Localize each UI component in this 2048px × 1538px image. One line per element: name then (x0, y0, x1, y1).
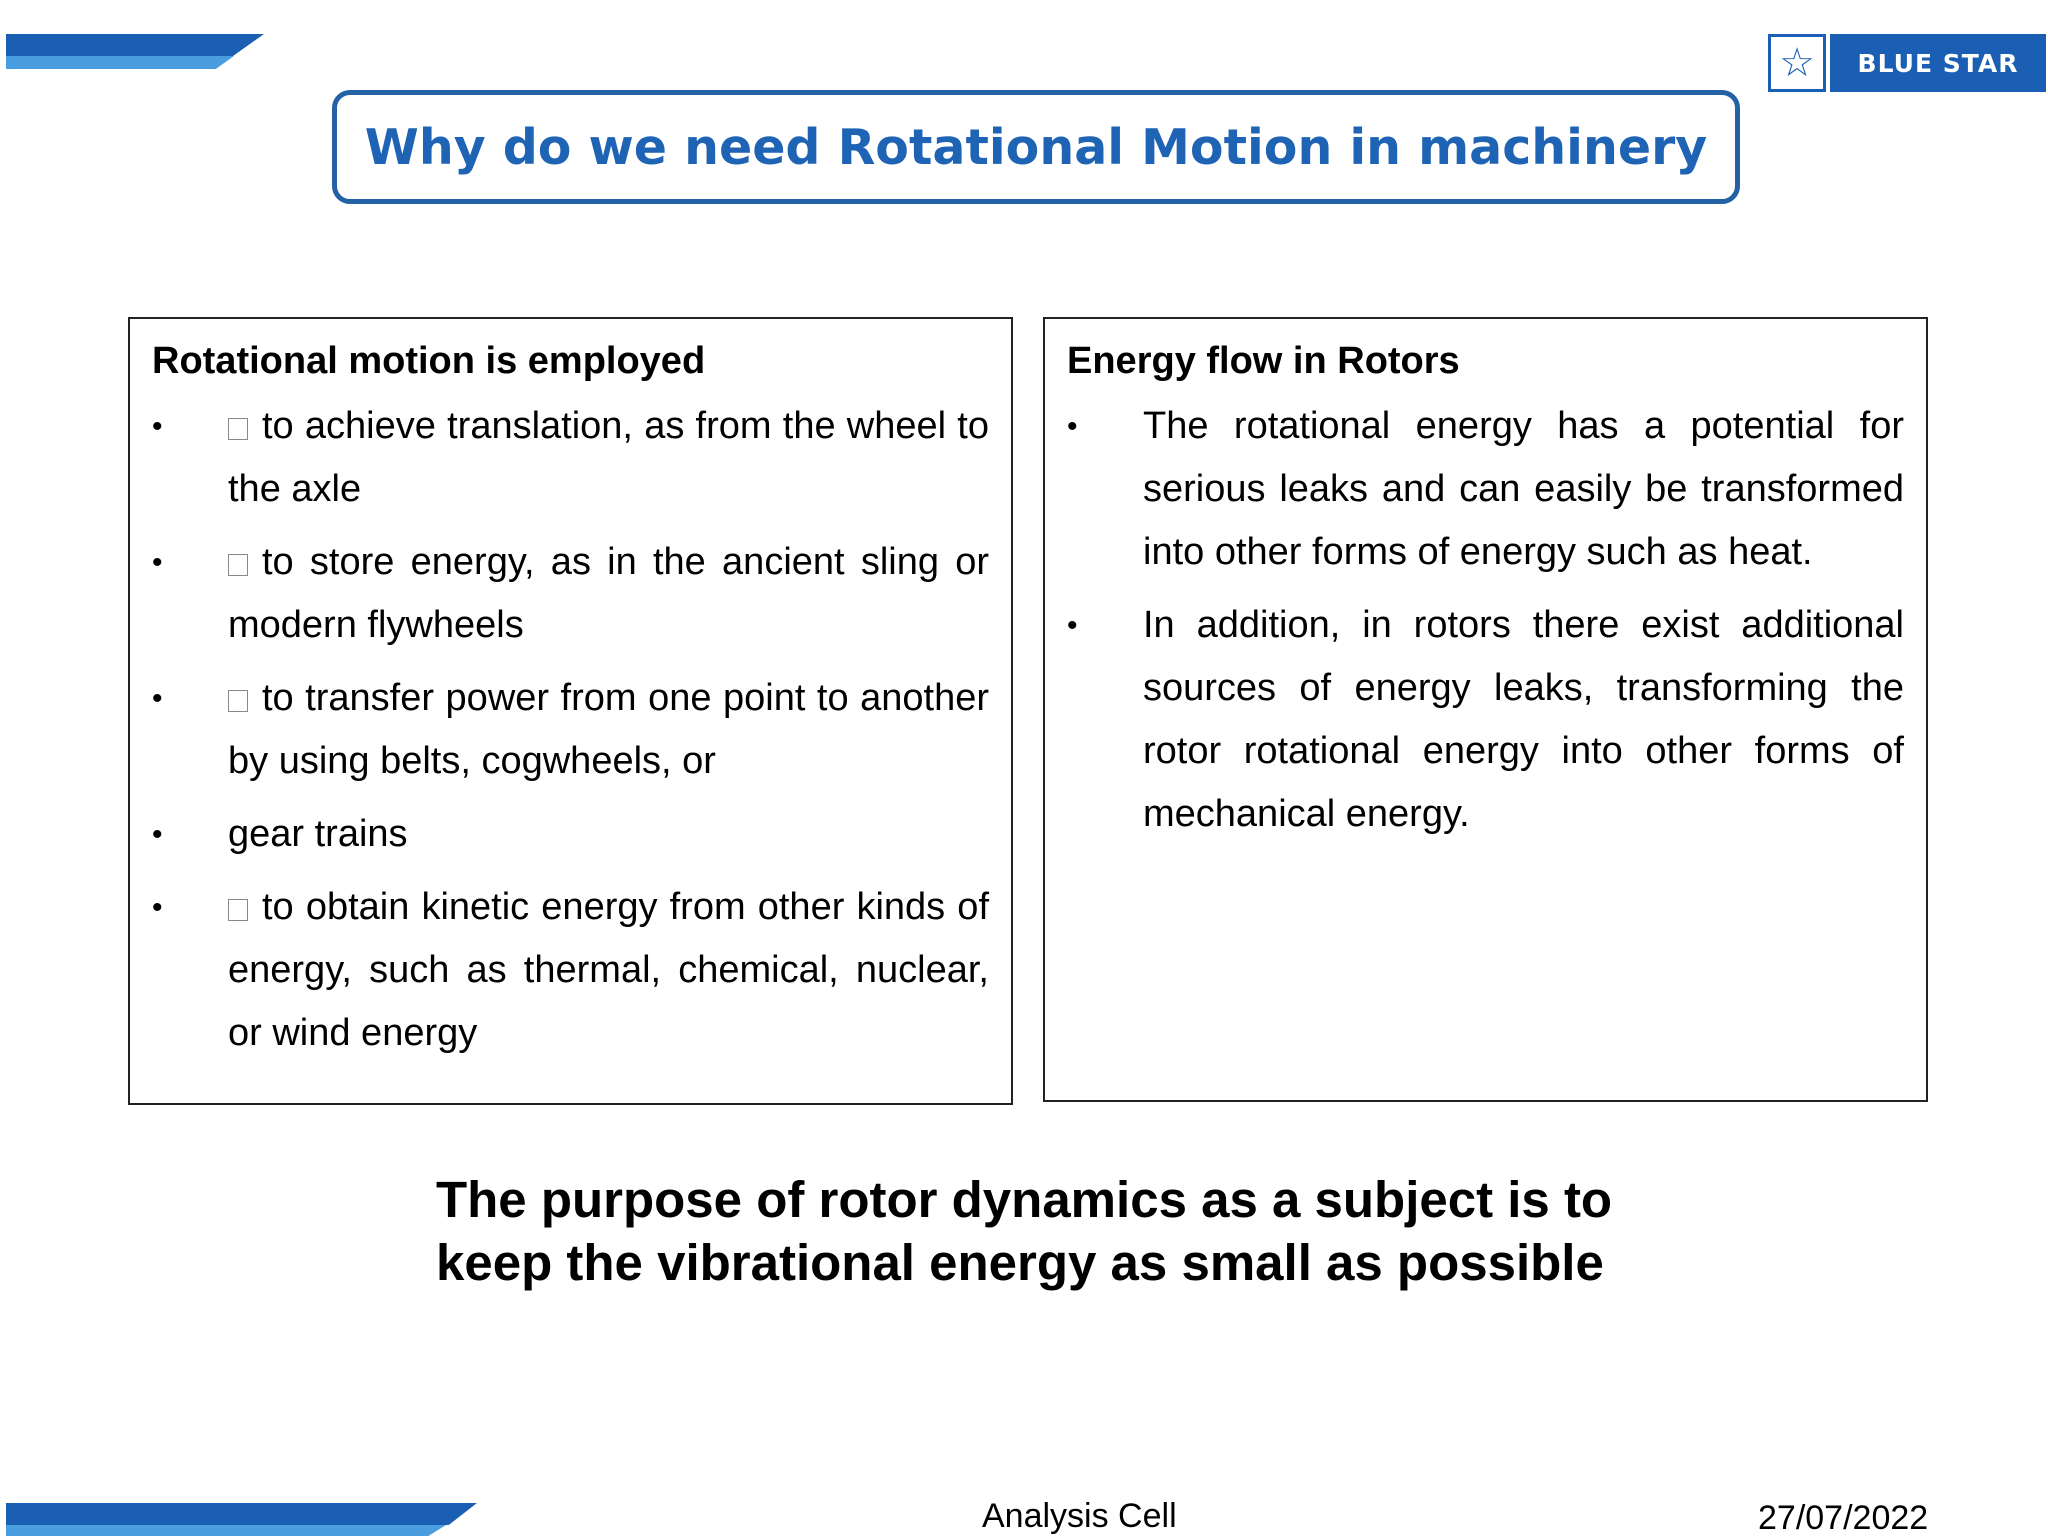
footer-date: 27/07/2022 (1758, 1499, 1929, 1537)
list-item (152, 803, 989, 866)
footer-label: Analysis Cell (982, 1497, 1177, 1535)
footer-stripe-light (6, 1525, 446, 1536)
conclusion-statement (436, 1168, 1736, 1294)
list-item-text: to obtain kinetic energy from other kinds of energy, such as thermal, chemical, nuclear, or wind energy (228, 885, 989, 1054)
header-stripe-light (6, 56, 234, 69)
panel-heading: Energy flow in Rotors (1067, 340, 1460, 382)
list-item (152, 667, 989, 793)
page-title: Why do we need Rotational Motion in machinery (364, 118, 1708, 176)
list-item (1067, 395, 1904, 584)
list-item (152, 395, 989, 521)
conclusion-line: The purpose of rotor dynamics as a subject is to (436, 1171, 1613, 1228)
energy-list (1067, 395, 1904, 846)
list-item-text: to transfer power from one point to another by using belts, cogwheels, or (228, 676, 989, 782)
panel-heading: Rotational motion is employed (152, 340, 706, 382)
bullet-icon: • (152, 409, 163, 443)
bullet-icon: • (152, 890, 163, 924)
list-item-text: The rotational energy has a potential for serious leaks and can easily be transformed into other forms of energy such as heat. (1143, 404, 1904, 573)
conclusion-line: keep the vibrational energy as small as possible (436, 1234, 1604, 1291)
box-icon (228, 899, 248, 921)
list-item (152, 876, 989, 1065)
list-item-text: to achieve translation, as from the wheel to the axle (228, 404, 989, 510)
title-box (332, 90, 1740, 204)
energy-flow-panel (1043, 317, 1928, 1102)
bullet-icon: • (1067, 409, 1078, 443)
header-stripe-dark (6, 34, 264, 56)
box-icon (228, 418, 248, 440)
footer-stripe-dark (6, 1503, 477, 1525)
bullet-icon: • (152, 545, 163, 579)
box-icon (228, 554, 248, 576)
list-item-text: to store energy, as in the ancient sling or modern flywheels (228, 540, 989, 646)
list-item (1067, 594, 1904, 846)
bullet-icon: • (152, 681, 163, 715)
brand-name: BLUE STAR (1830, 34, 2046, 92)
blue-star-logo (1768, 34, 2046, 92)
star-icon: ☆ (1768, 34, 1826, 92)
bullet-icon: • (1067, 608, 1078, 642)
rotational-motion-panel (128, 317, 1013, 1105)
bullet-icon: • (152, 817, 163, 851)
list-item (152, 531, 989, 657)
list-item-text: In addition, in rotors there exist additional sources of energy leaks, transforming the rotor rotational energy into other forms of mechanical energy. (1143, 603, 1904, 835)
box-icon (228, 690, 248, 712)
list-item-text: gear trains (228, 812, 408, 855)
usage-list (152, 395, 989, 1065)
